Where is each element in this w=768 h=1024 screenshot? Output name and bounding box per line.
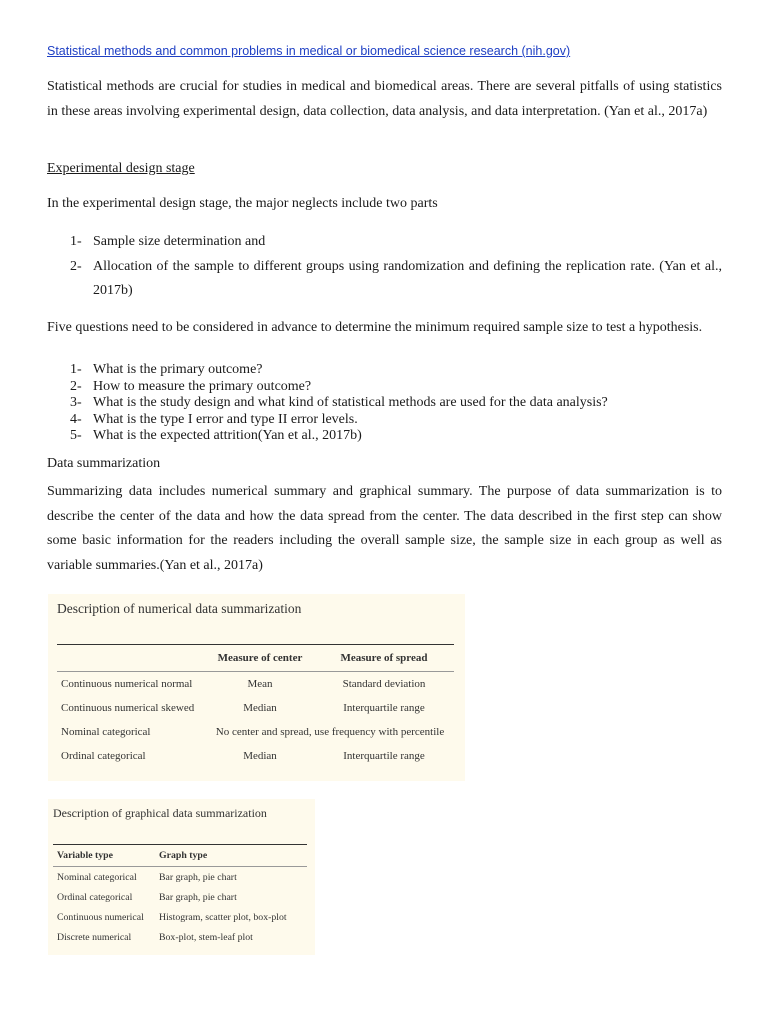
source-link[interactable]: Statistical methods and common problems in medical or biomedical science research (nih.gov) [47,44,571,58]
list-item [70,428,722,445]
table-row [53,867,307,888]
list-number: 2- [70,258,82,274]
table-cell: Standard deviation [342,678,426,690]
list-number: 4- [70,411,82,427]
table-cell: Interquartile range [343,750,425,762]
numerical-summary-table [57,644,454,768]
numerical-summary-table-image [48,594,465,781]
questions-list [70,362,722,445]
table-header-cell: Graph type [155,845,307,867]
table-cell: Median [243,702,277,714]
list-number: 5- [70,428,82,443]
list-text: Allocation of the sample to different groups using randomization and defining the replication rate. (Yan et al., 2017b) [93,258,722,298]
list-text: What is the primary outcome? [93,362,263,377]
list-number: 1- [70,362,82,377]
list-item [70,255,722,304]
table-caption: Description of graphical data summarization [53,806,267,820]
table-cell: Continuous numerical normal [61,678,193,690]
list-text: What is the expected attrition(Yan et al., 2017b) [93,428,362,443]
list-item [70,395,722,412]
data-summarization-paragraph: Summarizing data includes numerical summary and graphical summary. The purpose of data summarization is to describe the center of the data and how the data spread from the center. The data described in the first step can show some basic information for the readers including the overall sample size, the sample size in each group as well as variable summaries.(Yan et al., 2017a) [47,484,722,573]
table-caption: Description of numerical data summarization [57,601,302,616]
table-cell: Histogram, scatter plot, box-plot [159,911,287,923]
list-text: What is the type I error and type II error levels. [93,411,358,427]
data-summarization-heading: Data summarization [47,456,161,471]
list-item [70,379,722,396]
list-number: 1- [70,234,82,249]
list-item [70,362,722,379]
experimental-design-list [70,230,722,304]
intro-paragraph: Statistical methods are crucial for studies in medical and biomedical areas. There are several pitfalls of using statistics in these areas involving experimental design, data collection, data analysis, and data interpretation. (Yan et al., 2017a) [47,79,722,119]
table-row [57,696,454,720]
list-text: How to measure the primary outcome? [93,378,312,394]
table-row [53,887,307,907]
table-cell: Ordinal categorical [61,750,146,762]
experimental-design-intro: In the experimental design stage, the major neglects include two parts [47,196,438,211]
list-text: What is the study design and what kind of statistical methods are used for the data analysis? [93,395,608,410]
questions-intro: Five questions need to be considered in advance to determine the minimum required sample size to test a hypothesis. [47,320,703,335]
table-cell: No center and spread, use frequency with percentile [215,726,445,738]
table-cell: Bar graph, pie chart [159,891,237,903]
list-number: 3- [70,395,82,410]
table-header-row [57,645,454,672]
table-header-cell: Measure of center [206,645,314,672]
table-cell: Median [243,750,277,762]
graphical-summary-table-image [48,799,315,955]
table-row [57,720,454,744]
table-cell: Box-plot, stem-leaf plot [159,931,253,943]
table-cell: Nominal categorical [57,871,137,883]
list-item [70,230,722,255]
table-cell: Bar graph, pie chart [159,871,237,883]
table-cell: Nominal categorical [61,726,151,738]
table-header-row [53,845,307,867]
table-cell: Ordinal categorical [57,891,133,903]
experimental-design-heading: Experimental design stage [47,161,195,176]
table-row [53,927,307,947]
table-header-cell [57,645,206,672]
graphical-summary-table [53,844,307,947]
table-cell: Continuous numerical [57,911,144,923]
list-text: Sample size determination and [93,234,266,249]
table-row [53,907,307,927]
table-row [57,744,454,768]
list-item [70,412,722,429]
table-header-cell: Measure of spread [314,645,454,672]
table-cell: Interquartile range [343,702,425,714]
table-header-cell: Variable type [53,845,155,867]
table-row [57,672,454,697]
table-cell: Mean [247,678,273,690]
list-number: 2- [70,378,82,394]
table-cell: Continuous numerical skewed [61,702,195,714]
table-cell: Discrete numerical [57,931,132,943]
